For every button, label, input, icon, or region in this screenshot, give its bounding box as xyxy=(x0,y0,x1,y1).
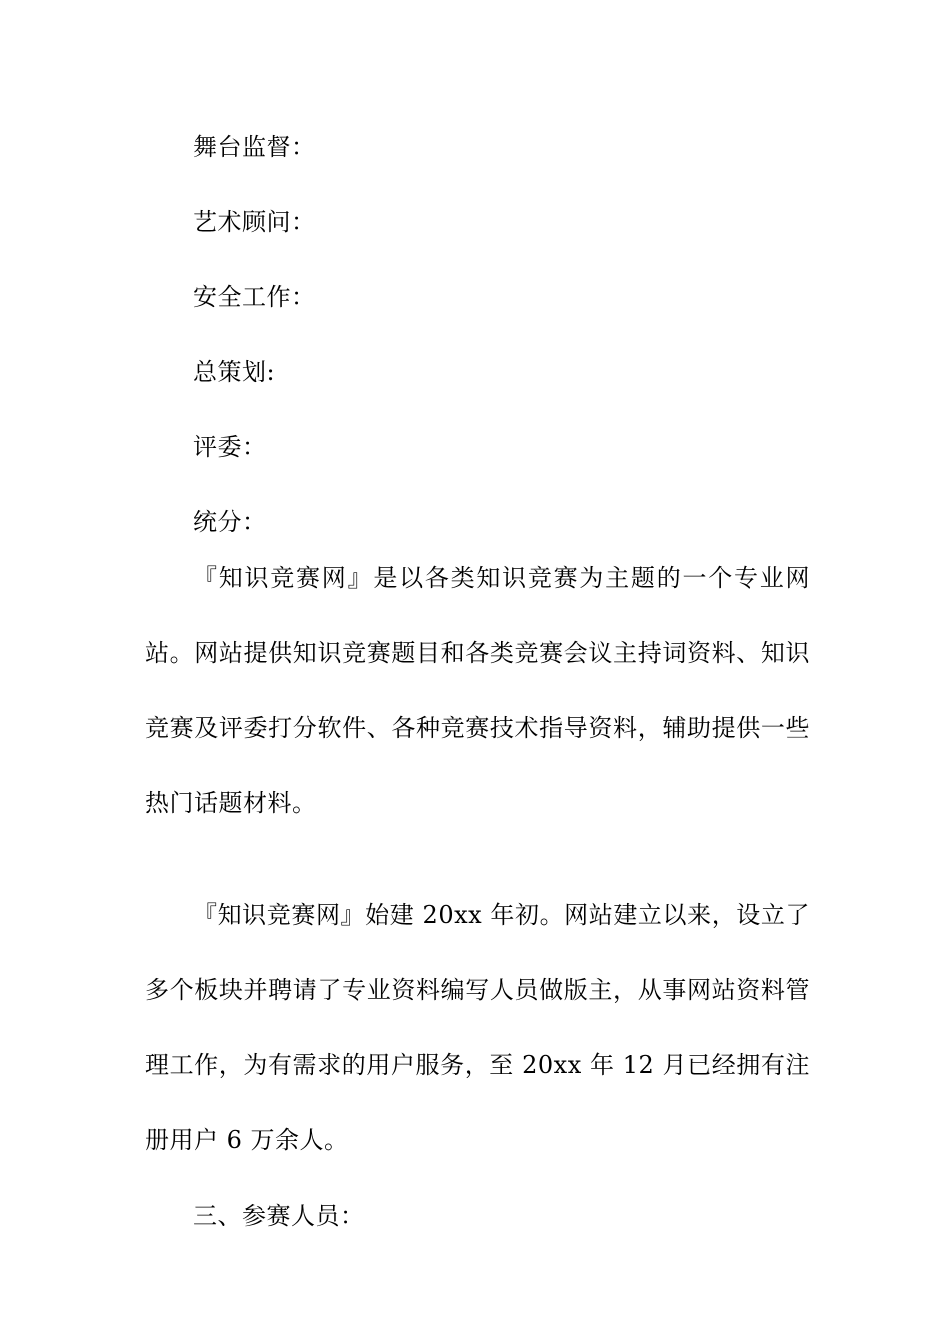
scoring-label: 统分： xyxy=(193,508,267,536)
art-advisor-label: 艺术顾问： xyxy=(193,208,316,236)
judges-label: 评委： xyxy=(193,433,267,461)
document-body xyxy=(145,128,810,1271)
site-history-paragraph: 『知识竞赛网』始建 20xx 年初。网站建立以来，设立了多个板块并聘请了专业资料编写人员做版主，从事网站资料管理工作，为有需求的用户服务，至 20xx 年 12 月已经拥有注册用户 6 万余人。 xyxy=(145,901,810,1154)
participants-heading: 三、参赛人员： xyxy=(193,1202,365,1230)
stage-supervisor-label: 舞台监督： xyxy=(193,133,316,161)
chief-planner-label: 总策划: xyxy=(193,358,276,386)
site-intro-paragraph: 『知识竞赛网』是以各类知识竞赛为主题的一个专业网站。网站提供知识竞赛题目和各类竞赛会议主持词资料、知识竞赛及评委打分软件、各种竞赛技术指导资料，辅助提供一些热门话题材料。 xyxy=(145,564,810,817)
safety-work-label: 安全工作： xyxy=(193,283,316,311)
